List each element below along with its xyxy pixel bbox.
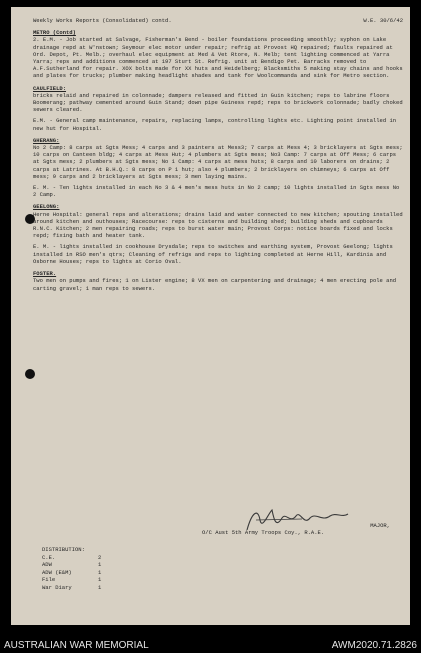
distribution-title: DISTRIBUTION:	[42, 546, 85, 553]
signatory-rank: MAJOR,	[370, 522, 390, 529]
section-paragraph: E. M. - Ten lights installed in each No 3 & 4 men's mess huts in No 2 camp; 10 lights installed in Sgts mess No 2 Camp.	[33, 184, 400, 199]
list-item: File 1	[42, 576, 102, 584]
list-item: ADW 1	[42, 561, 102, 569]
section-paragraph: E.M. - General camp maintenance, repairs, replacing lamps, controlling lights etc. Lighting point installed in new hut for Hospital.	[33, 117, 397, 132]
report-title: Weekly Works Reports (Consolidated) contd.	[33, 17, 172, 24]
signatory-unit: O/C Aust 5th Army Troops Coy., R.A.E.	[202, 529, 325, 536]
footer-institution: AUSTRALIAN WAR MEMORIAL	[4, 639, 149, 651]
report-header	[33, 17, 403, 24]
section-heading: FOSTER.	[33, 270, 57, 278]
section-paragraph: Two men on pumps and fires; 1 on Lister engine; 8 VX men on carpentering and drainage; 4 men erecting pole and carting gravel; 1 man reps to sewers.	[33, 277, 397, 292]
handwritten-signature	[242, 506, 352, 536]
list-item: ADW (E&M) 1	[42, 568, 102, 576]
section-heading: METRO (Contd)	[33, 29, 76, 37]
list-item: C.E. 2	[42, 553, 102, 561]
section-paragraph: bricks relaid and repaired in colonnade; dampers released and fitted in Guin kitchen; reps to labrine floors Boomerang; pathway cemented around Guin Stand; down pipe Guiness repd; reps to brickwork colonnade; badly choked sewers cleared.	[33, 91, 403, 114]
section-paragraph: E. M. - lights installed in cookhouse Drysdale; reps to switches and earthing system, Provost Geelong; lights installed in RSO men's qtrs; Cleaning of refrigs and reps to lighting completed at Herne Hill, Kardinia and Osborne Houses; reps to lights at Corio Oval.	[33, 243, 393, 265]
distribution-list	[42, 546, 101, 592]
list-item: War Diary 1	[42, 583, 102, 591]
section-paragraph: Herne Hospital: general reps and alterations; drains laid and water connected to new kitchen; spouting installed around kitchen and outhouses; Racecourse: reps to cisterns and building shed; building sheds and cupboards R.N.C. Kitchen; 2 men repairing roads; reps to burst water main; Provost Corps: notice boards fixed and locks repd; fixing bath and heater tank.	[33, 210, 403, 240]
section-paragraph: No 2 Camp: 8 carps at Sgts Mess; 4 carps and 3 painters at Mess3; 7 carps at Mess 4; 3 bricklayers at Sgts mess; 10 carps on Canteen bldg; 4 carps at Mess Hut; 4 plumbers at Sgts mess; No3 Camp: 7 carps at Off Mess; 6 carps at Sgts mess; 2 plumbers at Sgts mess; No 1 Camp: 4 carps at mess huts; 8 carps and 10 laborers on drains; 2 carps at Latrines. At B.H.Q.: 8 carps on P 1 hut; also 4 plumbers; 2 bricklayers on chimneys; 6 carps at Off mess; 9 carps and 2 bricklayers at Sgts mess; 3 men laying mains.	[33, 144, 403, 180]
section-heading: GHERANG:	[33, 136, 60, 144]
footer-bar	[0, 637, 421, 653]
punch-hole	[25, 369, 35, 379]
section-heading: GEELONG:	[33, 203, 60, 211]
section-paragraph: 2. E.M. - Job started at Salvage, Fisherman's Bend - boiler foundations proceeding smoothly; syphon on Lake drainage repd at W'nstown; Seymour elec motor under repair; refrig at Provost HQ repaired; faults repaired at Ord. Depot, Pt. Melb.; overhaul elec equipment at Med & Vet Rtore, N. Melb; tent lighting commenced at Yarra Yarra; reps and additions commenced at 197 Sturt St. Refrig. unit at Bendigo Pet. Barracks removed to A.F.Sutherland for repair. XOX bolts made for XX huts and Heidelberg; Blacksmiths 5 making stay chains and hooks and plates for trucks; plumber making headlight shades and tank for Woolcommanda and sink for Metro section.	[33, 36, 403, 80]
week-ending: W.E. 30/6/42	[363, 17, 403, 24]
footer-accession-id: AWM2020.71.2826	[331, 639, 417, 651]
report-body	[33, 17, 403, 296]
signature-block	[176, 506, 396, 536]
section-heading: CAULFIELD:	[33, 84, 67, 92]
